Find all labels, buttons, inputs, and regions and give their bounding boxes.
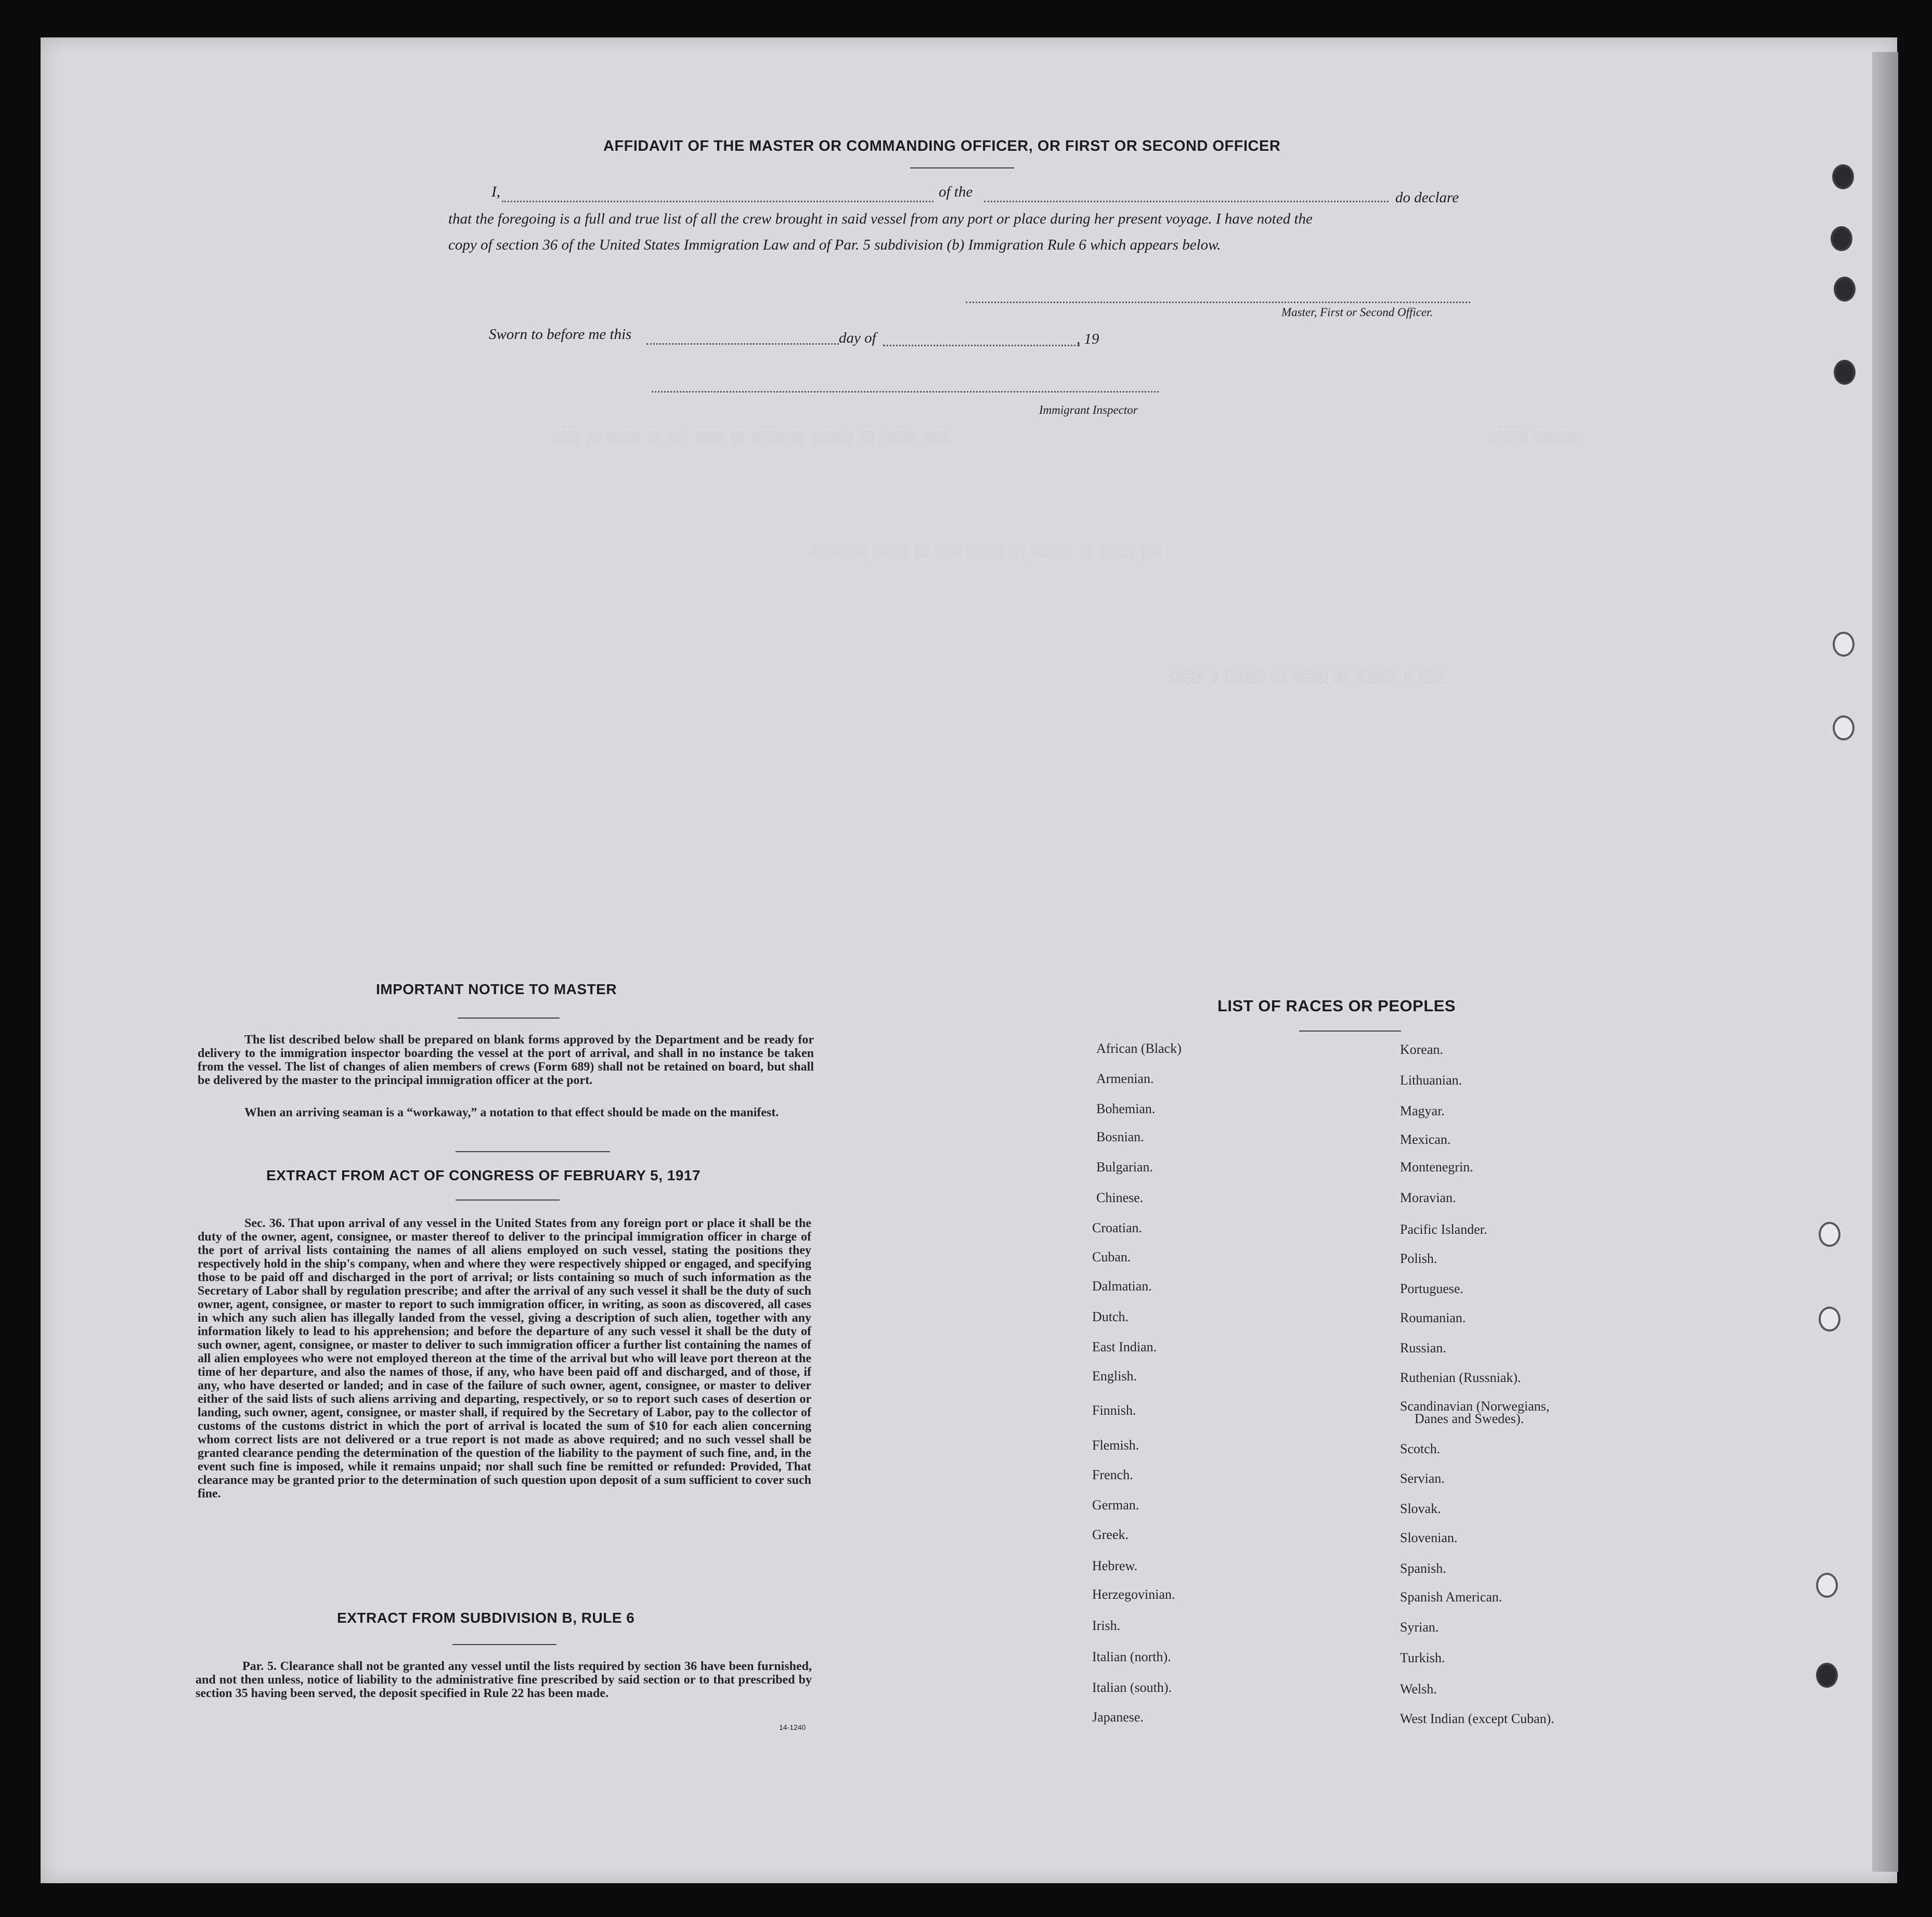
race-item: Chinese. [1096, 1190, 1144, 1205]
race-item: Slovak. [1400, 1501, 1441, 1516]
bleed-through-text: ░░░░░ ░ ░░░░░░ ░░ ░░░░░ ░░ ░░░░░░ ░ ░░░░ [1170, 671, 1446, 684]
race-item: Servian. [1400, 1471, 1445, 1486]
race-item: Syrian. [1400, 1620, 1439, 1635]
sworn-day-blank-line[interactable] [646, 343, 839, 345]
race-item: Armenian. [1096, 1071, 1154, 1086]
race-item: Russian. [1400, 1340, 1446, 1355]
race-item: Dutch. [1092, 1309, 1129, 1324]
punch-hole [1816, 1663, 1838, 1688]
punch-hole [1819, 1222, 1840, 1247]
bleed-through-text: ░░░░ ░░ ░░░░░ ░░ ░░░ ░░░░ ░░ ░░░░░ ░░ ░░░░░░ ░░ ░░░░░ ░░░░ [551, 432, 951, 445]
race-item: French. [1092, 1467, 1133, 1482]
bleed-through-text: ░░░░░░ ░░░░░░ [1487, 432, 1577, 445]
punch-hole [1832, 164, 1854, 189]
affidavit-i-label: I, [491, 184, 500, 200]
punch-hole [1834, 277, 1856, 302]
divider [452, 1644, 556, 1645]
punch-hole [1831, 226, 1852, 251]
race-item: Bohemian. [1096, 1101, 1156, 1116]
race-item: Bulgarian. [1096, 1159, 1153, 1175]
race-item: Scandinavian (Norwegians, [1400, 1399, 1550, 1414]
inspector-signature-line[interactable] [652, 391, 1159, 393]
race-item: Dalmatian. [1092, 1279, 1152, 1294]
divider [458, 1018, 560, 1019]
race-item: Hebrew. [1092, 1558, 1138, 1573]
race-item: Croatian. [1092, 1220, 1143, 1235]
race-item: Lithuanian. [1400, 1073, 1462, 1088]
divider [456, 1199, 560, 1201]
master-signature-line[interactable] [966, 302, 1470, 303]
race-item: Finnish. [1092, 1403, 1136, 1418]
race-item: West Indian (except Cuban). [1400, 1711, 1554, 1726]
vessel-blank-line[interactable] [984, 201, 1389, 202]
race-item: Roumanian. [1400, 1310, 1466, 1325]
race-item: Irish. [1092, 1618, 1121, 1633]
affidavit-line-2: that the foregoing is a full and true list of all the crew brought in said vessel from any port or place during her present voyage. I have noted the [448, 211, 1313, 227]
affidavit-title: AFFIDAVIT OF THE MASTER OR COMMANDING OFFICER, OR FIRST OR SECOND OFFICER [603, 138, 1281, 154]
race-item: Spanish. [1400, 1561, 1446, 1576]
race-item: Greek. [1092, 1527, 1129, 1542]
day-of-label: day of [839, 330, 876, 346]
punch-hole [1816, 1573, 1838, 1598]
divider [456, 1151, 610, 1152]
punch-hole [1833, 632, 1855, 657]
race-item: Italian (south). [1092, 1680, 1172, 1695]
document-page [41, 37, 1897, 1883]
race-item: Ruthenian (Russniak). [1400, 1370, 1521, 1385]
race-item: Italian (north). [1092, 1649, 1171, 1664]
race-item: East Indian. [1092, 1339, 1157, 1354]
race-item: Magyar. [1400, 1103, 1445, 1118]
extract-rule-text: Par. 5. Clearance shall not be granted any vessel until the lists required by section 36 have been furnished, and not then unless, notice of liability to the administrative fine prescribed by said section or to that prescribed by section 35 having been served, the deposit specified in Rule 22 has been made. [196, 1660, 812, 1700]
race-item: Slovenian. [1400, 1530, 1458, 1545]
race-item: German. [1092, 1497, 1139, 1512]
year-label: , 19 [1077, 331, 1099, 347]
extract-rule-title: EXTRACT FROM SUBDIVISION B, RULE 6 [337, 1610, 635, 1626]
race-item: Portuguese. [1400, 1281, 1464, 1296]
master-signature-caption: Master, First or Second Officer. [1281, 306, 1433, 319]
punch-hole [1833, 715, 1855, 740]
bleed-through-text: ░░░░░ ░░ ░░░░░ ░░ ░░░░ ░░░░░ ░░ ░░░░░░ ░░ ░░░░░ ░░░ [811, 546, 1163, 559]
divider [1299, 1031, 1401, 1032]
affidavit-line-3: copy of section 36 of the United States Immigration Law and of Par. 5 subdivision (b) Immigration Rule 6 which appears below. [448, 237, 1221, 253]
race-item: English. [1092, 1368, 1137, 1384]
race-item: Cuban. [1092, 1249, 1131, 1264]
race-item: Mexican. [1400, 1132, 1451, 1147]
race-item-continuation: Danes and Swedes). [1415, 1411, 1524, 1426]
affidavit-of-the-label: of the [939, 184, 973, 200]
inspector-signature-caption: Immigrant Inspector [1039, 403, 1138, 416]
race-item: Turkish. [1400, 1650, 1445, 1665]
page-edge [1872, 52, 1898, 1872]
punch-hole [1819, 1307, 1840, 1332]
race-item: Welsh. [1400, 1681, 1437, 1697]
race-item: Spanish American. [1400, 1589, 1502, 1605]
race-item: Bosnian. [1096, 1129, 1144, 1144]
extract-act-title: EXTRACT FROM ACT OF CONGRESS OF FEBRUARY 5, 1917 [266, 1167, 701, 1183]
affidavit-declare-label: do declare [1395, 189, 1459, 206]
sworn-label: Sworn to before me this [489, 326, 632, 343]
race-item: Montenegrin. [1400, 1159, 1473, 1175]
race-item: Herzegovinian. [1092, 1587, 1175, 1602]
race-item: Pacific Islander. [1400, 1222, 1487, 1237]
form-number: 14-1240 [779, 1723, 806, 1731]
races-title: LIST OF RACES OR PEOPLES [1217, 997, 1456, 1015]
notice-title: IMPORTANT NOTICE TO MASTER [376, 981, 617, 997]
race-item: Japanese. [1092, 1710, 1144, 1725]
divider [910, 167, 1014, 168]
extract-act-text: Sec. 36. That upon arrival of any vessel in the United States from any foreign port or place it shall be the duty of the owner, agent, consignee, or master thereof to deliver to the principal immigration officer in charge of the port of arrival lists containing the names of all aliens employed on such vessel, stating the positions they respectively hold in the ship's company, when and where they were respectively shipped or engaged, and specifying those to be paid off and discharged in the port of arrival; or lists containing so much of such information as the Secretary of Labor shall by regulation prescribe; and after the arrival of any such vessel it shall be the duty of such owner, agent, consignee, or master to report to such immigration officer, in writing, as soon as discovered, all cases in which any such alien has illegally landed from the vessel, giving a description of such alien, together with any information likely to lead to his apprehension; and before the departure of any such vessel it shall be the duty of such owner, agent, consignee, or master to deliver to such immigration officer a further list containing the names of all alien employees who were not employed thereon at the time of the arrival but who will leave port thereon at the time of her departure, and also the names of those, if any, who have been paid off and discharged, and of those, if any, who have deserted or landed; and in case of the failure of such owner, agent, consignee, or master to deliver either of the said lists of such aliens arriving and departing, respectively, or so to report such cases of desertion or landing, such owner, agent, consignee, or master shall, if required by the Secretary of Labor, pay to the collector of customs of the customs district in which the port of arrival is located the sum of $10 for each alien concerning whom correct lists are not delivered or a true report is not made as above required; and no such vessel shall be granted clearance pending the determination of the question of the liability to the payment of such fine, and, in the event such fine is imposed, while it remains unpaid; nor shall such fine be remitted or refunded: Provided, That clearance may be granted prior to the determination of such question upon deposit of a sum sufficient to cover such fine. [198, 1217, 811, 1501]
sworn-month-blank-line[interactable] [883, 345, 1080, 346]
race-item: African (Black) [1096, 1041, 1182, 1056]
punch-hole [1834, 360, 1856, 385]
race-item: Korean. [1400, 1042, 1444, 1057]
race-item: Polish. [1400, 1251, 1437, 1266]
notice-paragraph-1: The list described below shall be prepared on blank forms approved by the Department and be ready for delivery to the immigration inspector boarding the vessel at the port of arrival, and shall in no instance be taken from the vessel. The list of changes of alien members of crews (Form 689) shall not be retained on board, but shall be delivered by the master to the principal immigration officer at the port. [198, 1033, 814, 1087]
race-item: Scotch. [1400, 1441, 1441, 1456]
notice-paragraph-2: When an arriving seaman is a “workaway,” a notation to that effect should be made on the manifest. [244, 1106, 779, 1119]
race-item: Moravian. [1400, 1190, 1456, 1205]
name-blank-line[interactable] [502, 201, 933, 202]
race-item: Flemish. [1092, 1438, 1139, 1453]
